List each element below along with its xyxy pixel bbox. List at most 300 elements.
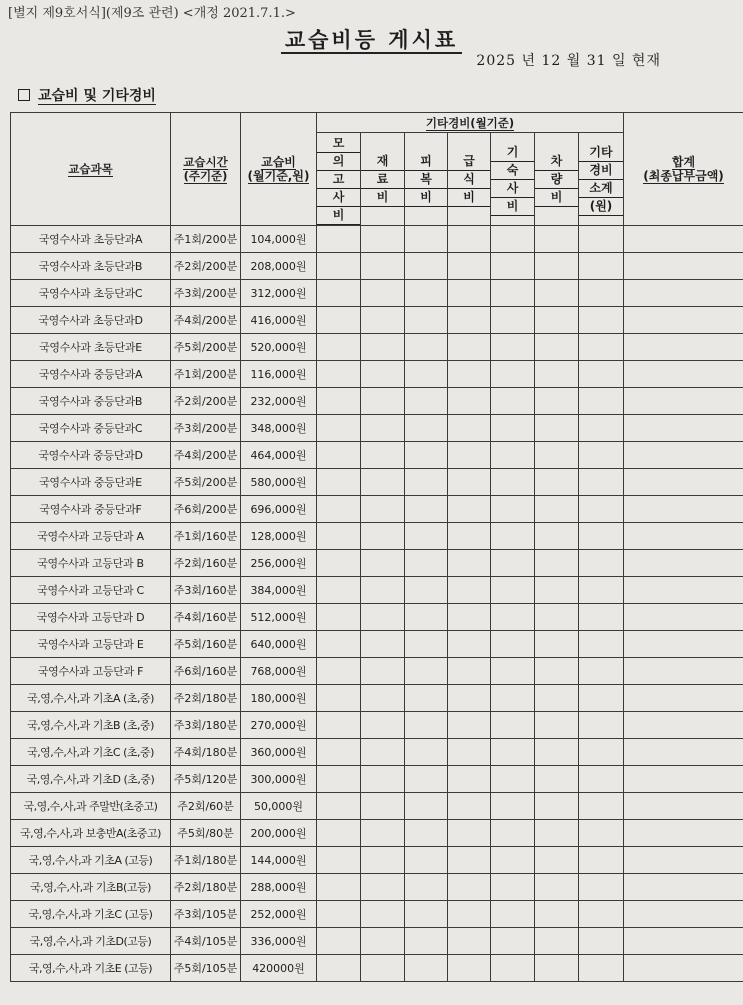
fee-cell: 144,000원 (241, 847, 317, 874)
expense-cell (535, 685, 579, 712)
table-row (11, 307, 743, 334)
fee-cell: 336,000원 (241, 928, 317, 955)
subject-cell: 국영수사과 초등단과E (11, 334, 171, 361)
expense-cell (361, 739, 405, 766)
expense-cell (405, 550, 448, 577)
expense-cell (579, 739, 624, 766)
time-cell: 주4회/180분 (171, 739, 241, 766)
table-row (11, 550, 743, 577)
expense-cell (448, 415, 491, 442)
fee-cell: 580,000원 (241, 469, 317, 496)
total-cell (624, 253, 743, 280)
expense-cell (579, 361, 624, 388)
total-cell (624, 307, 743, 334)
expense-cell (405, 442, 448, 469)
fee-cell: 252,000원 (241, 901, 317, 928)
time-cell: 주4회/105분 (171, 928, 241, 955)
expense-cell (579, 712, 624, 739)
time-cell: 주3회/160분 (171, 577, 241, 604)
fee-cell: 104,000원 (241, 226, 317, 253)
subject-cell: 국영수사과 고등단과 D (11, 604, 171, 631)
expense-cell (405, 955, 448, 982)
fee-cell: 200,000원 (241, 820, 317, 847)
expense-cell (317, 658, 361, 685)
subject-cell: 국영수사과 중등단과B (11, 388, 171, 415)
expense-cell (535, 577, 579, 604)
expense-cell (579, 766, 624, 793)
expense-cell (405, 901, 448, 928)
expense-cell (448, 469, 491, 496)
time-cell: 주6회/160분 (171, 658, 241, 685)
header-dormitory: 기 숙 사 비 (491, 133, 535, 226)
fee-cell: 270,000원 (241, 712, 317, 739)
expense-cell (361, 496, 405, 523)
expense-cell (579, 469, 624, 496)
expense-cell (361, 901, 405, 928)
expense-cell (317, 280, 361, 307)
expense-cell (535, 361, 579, 388)
time-cell: 주1회/180분 (171, 847, 241, 874)
expense-cell (579, 577, 624, 604)
expense-cell (317, 793, 361, 820)
expense-cell (405, 928, 448, 955)
expense-cell (361, 604, 405, 631)
total-cell (624, 496, 743, 523)
expense-cell (535, 469, 579, 496)
expense-cell (361, 685, 405, 712)
table-row (11, 523, 743, 550)
expense-cell (491, 307, 535, 334)
total-cell (624, 415, 743, 442)
expense-cell (491, 442, 535, 469)
time-cell: 주5회/200분 (171, 469, 241, 496)
fee-cell: 696,000원 (241, 496, 317, 523)
expense-cell (317, 388, 361, 415)
time-cell: 주3회/200분 (171, 415, 241, 442)
expense-cell (448, 820, 491, 847)
expense-cell (317, 496, 361, 523)
expense-cell (579, 334, 624, 361)
expense-cell (317, 604, 361, 631)
subject-cell: 국,영,수,사,과 주말반(초중고) (11, 793, 171, 820)
expense-cell (361, 226, 405, 253)
header-fee: 교습비 (월기준,원) (241, 113, 317, 226)
expense-cell (405, 334, 448, 361)
expense-cell (448, 847, 491, 874)
time-cell: 주1회/160분 (171, 523, 241, 550)
expense-cell (361, 658, 405, 685)
header-mock-exam: 모 의 고 사 비 (317, 133, 361, 226)
subject-cell: 국,영,수,사,과 기초D (초,중) (11, 766, 171, 793)
table-row (11, 226, 743, 253)
total-cell (624, 469, 743, 496)
total-cell (624, 550, 743, 577)
table-row (11, 334, 743, 361)
header-materials: 재 료 비 (361, 133, 405, 226)
fee-cell: 384,000원 (241, 577, 317, 604)
time-cell: 주4회/200분 (171, 442, 241, 469)
fee-cell: 312,000원 (241, 280, 317, 307)
table-row (11, 631, 743, 658)
expense-cell (317, 469, 361, 496)
expense-cell (448, 442, 491, 469)
table-row (11, 496, 743, 523)
expense-cell (361, 469, 405, 496)
subject-cell: 국영수사과 중등단과D (11, 442, 171, 469)
subject-cell: 국영수사과 초등단과B (11, 253, 171, 280)
fee-cell: 640,000원 (241, 631, 317, 658)
expense-cell (405, 469, 448, 496)
expense-cell (491, 280, 535, 307)
expense-cell (448, 928, 491, 955)
table-row (11, 577, 743, 604)
form-header: [별지 제9호서식](제9조 관련) <개정 2021.7.1.> (8, 6, 296, 21)
expense-cell (317, 415, 361, 442)
expense-cell (535, 739, 579, 766)
total-cell (624, 226, 743, 253)
expense-cell (491, 388, 535, 415)
expense-cell (491, 793, 535, 820)
expense-cell (491, 253, 535, 280)
expense-cell (405, 712, 448, 739)
expense-cell (491, 550, 535, 577)
expense-cell (405, 631, 448, 658)
table-row (11, 739, 743, 766)
expense-cell (361, 280, 405, 307)
time-cell: 주2회/160분 (171, 550, 241, 577)
expense-cell (405, 415, 448, 442)
expense-cell (317, 361, 361, 388)
expense-cell (361, 550, 405, 577)
total-cell (624, 955, 743, 982)
expense-cell (491, 496, 535, 523)
time-cell: 주3회/105분 (171, 901, 241, 928)
fee-cell: 180,000원 (241, 685, 317, 712)
date-line: 2025 년 12 월 31 일 현재 (476, 53, 661, 69)
expense-cell (491, 226, 535, 253)
table-row (11, 928, 743, 955)
time-cell: 주5회/160분 (171, 631, 241, 658)
fee-cell: 512,000원 (241, 604, 317, 631)
table-row (11, 469, 743, 496)
expense-cell (405, 577, 448, 604)
expense-cell (361, 847, 405, 874)
expense-cell (361, 631, 405, 658)
expense-cell (405, 658, 448, 685)
expense-cell (405, 226, 448, 253)
total-cell (624, 658, 743, 685)
table-row (11, 685, 743, 712)
table-row (11, 280, 743, 307)
expense-cell (361, 928, 405, 955)
subject-cell: 국,영,수,사,과 기초B (초,중) (11, 712, 171, 739)
table-row (11, 793, 743, 820)
subject-cell: 국,영,수,사,과 기초C (초,중) (11, 739, 171, 766)
expense-cell (317, 739, 361, 766)
expense-cell (579, 415, 624, 442)
expense-cell (535, 307, 579, 334)
total-cell (624, 928, 743, 955)
fee-cell: 300,000원 (241, 766, 317, 793)
total-cell (624, 712, 743, 739)
expense-cell (448, 766, 491, 793)
expense-cell (317, 874, 361, 901)
expense-cell (579, 442, 624, 469)
fee-cell: 416,000원 (241, 307, 317, 334)
fee-cell: 288,000원 (241, 874, 317, 901)
expense-cell (579, 955, 624, 982)
subject-cell: 국영수사과 초등단과A (11, 226, 171, 253)
subject-cell: 국영수사과 고등단과 F (11, 658, 171, 685)
expense-cell (579, 307, 624, 334)
expense-cell (579, 604, 624, 631)
expense-cell (491, 874, 535, 901)
expense-cell (448, 496, 491, 523)
time-cell: 주2회/200분 (171, 253, 241, 280)
header-total: 합계 (최종납부금액) (624, 113, 743, 226)
expense-cell (405, 496, 448, 523)
subject-cell: 국영수사과 초등단과C (11, 280, 171, 307)
fee-cell: 520,000원 (241, 334, 317, 361)
expense-cell (579, 847, 624, 874)
time-cell: 주3회/180분 (171, 712, 241, 739)
subject-cell: 국영수사과 고등단과 A (11, 523, 171, 550)
expense-cell (535, 874, 579, 901)
expense-cell (405, 847, 448, 874)
expense-cell (448, 901, 491, 928)
expense-cell (361, 955, 405, 982)
expense-cell (361, 712, 405, 739)
total-cell (624, 874, 743, 901)
expense-cell (317, 523, 361, 550)
expense-cell (448, 712, 491, 739)
expense-cell (448, 388, 491, 415)
title-text: 교습비등 게시표 (281, 28, 462, 54)
time-cell: 주6회/200분 (171, 496, 241, 523)
total-cell (624, 442, 743, 469)
expense-cell (361, 820, 405, 847)
expense-cell (361, 415, 405, 442)
time-cell: 주5회/120분 (171, 766, 241, 793)
table-row (11, 415, 743, 442)
fee-cell: 768,000원 (241, 658, 317, 685)
subject-cell: 국영수사과 초등단과D (11, 307, 171, 334)
table-row (11, 604, 743, 631)
expense-cell (579, 253, 624, 280)
expense-cell (361, 793, 405, 820)
expense-cell (317, 847, 361, 874)
expense-cell (535, 253, 579, 280)
expense-cell (579, 523, 624, 550)
expense-cell (448, 253, 491, 280)
expense-cell (535, 955, 579, 982)
expense-cell (448, 361, 491, 388)
expense-cell (405, 523, 448, 550)
expense-cell (405, 685, 448, 712)
expense-cell (317, 550, 361, 577)
table-row (11, 442, 743, 469)
time-cell: 주5회/105분 (171, 955, 241, 982)
expense-cell (405, 361, 448, 388)
fee-cell: 464,000원 (241, 442, 317, 469)
expense-cell (535, 712, 579, 739)
time-cell: 주4회/200분 (171, 307, 241, 334)
expense-cell (535, 388, 579, 415)
fee-cell: 128,000원 (241, 523, 317, 550)
expense-cell (491, 739, 535, 766)
time-cell: 주3회/200분 (171, 280, 241, 307)
expense-cell (405, 874, 448, 901)
total-cell (624, 793, 743, 820)
expense-cell (361, 874, 405, 901)
total-cell (624, 685, 743, 712)
expense-cell (405, 280, 448, 307)
expense-cell (579, 793, 624, 820)
section-heading (18, 85, 156, 105)
expense-cell (491, 469, 535, 496)
expense-cell (491, 604, 535, 631)
subject-cell: 국영수사과 중등단과A (11, 361, 171, 388)
expense-cell (448, 793, 491, 820)
expense-cell (317, 442, 361, 469)
expense-cell (535, 334, 579, 361)
total-cell (624, 280, 743, 307)
header-meals: 급 식 비 (448, 133, 491, 226)
time-cell: 주2회/200분 (171, 388, 241, 415)
time-cell: 주1회/200분 (171, 226, 241, 253)
expense-cell (579, 685, 624, 712)
time-cell: 주2회/180분 (171, 874, 241, 901)
expense-cell (448, 307, 491, 334)
subject-cell: 국,영,수,사,과 기초B(고등) (11, 874, 171, 901)
fee-cell: 360,000원 (241, 739, 317, 766)
fee-table (10, 112, 743, 982)
expense-cell (448, 226, 491, 253)
subject-cell: 국,영,수,사,과 기초D(고등) (11, 928, 171, 955)
expense-cell (448, 334, 491, 361)
expense-cell (579, 496, 624, 523)
table-row (11, 766, 743, 793)
subject-cell: 국영수사과 중등단과E (11, 469, 171, 496)
total-cell (624, 766, 743, 793)
table-row (11, 874, 743, 901)
header-vehicle: 차 량 비 (535, 133, 579, 226)
expense-cell (491, 928, 535, 955)
time-cell: 주2회/60분 (171, 793, 241, 820)
fee-cell: 116,000원 (241, 361, 317, 388)
expense-cell (361, 334, 405, 361)
total-cell (624, 847, 743, 874)
expense-cell (579, 874, 624, 901)
expense-cell (317, 577, 361, 604)
expense-cell (448, 631, 491, 658)
header-uniform: 피 복 비 (405, 133, 448, 226)
expense-cell (405, 820, 448, 847)
table-row (11, 847, 743, 874)
expense-cell (491, 766, 535, 793)
expense-cell (491, 847, 535, 874)
subject-cell: 국,영,수,사,과 기초E (고등) (11, 955, 171, 982)
total-cell (624, 361, 743, 388)
header-subject: 교습과목 (11, 113, 171, 226)
expense-cell (317, 631, 361, 658)
expense-cell (579, 901, 624, 928)
fee-cell: 420000원 (241, 955, 317, 982)
expense-cell (491, 901, 535, 928)
subject-cell: 국,영,수,사,과 기초C (고등) (11, 901, 171, 928)
table-row (11, 253, 743, 280)
expense-cell (491, 658, 535, 685)
expense-cell (579, 658, 624, 685)
time-cell: 주4회/160분 (171, 604, 241, 631)
expense-cell (535, 604, 579, 631)
expense-cell (535, 550, 579, 577)
header-other-expenses: 기타경비(월기준) (317, 113, 624, 133)
expense-cell (361, 523, 405, 550)
expense-cell (491, 955, 535, 982)
fee-cell: 256,000원 (241, 550, 317, 577)
total-cell (624, 388, 743, 415)
table-row (11, 901, 743, 928)
expense-cell (317, 955, 361, 982)
time-cell: 주1회/200분 (171, 361, 241, 388)
time-cell: 주5회/200분 (171, 334, 241, 361)
expense-cell (535, 280, 579, 307)
subject-cell: 국,영,수,사,과 보충반A(초중고) (11, 820, 171, 847)
fee-cell: 50,000원 (241, 793, 317, 820)
expense-cell (579, 631, 624, 658)
total-cell (624, 739, 743, 766)
expense-cell (405, 307, 448, 334)
total-cell (624, 631, 743, 658)
expense-cell (405, 766, 448, 793)
expense-cell (361, 442, 405, 469)
total-cell (624, 577, 743, 604)
header-time: 교습시간 (주기준) (171, 113, 241, 226)
expense-cell (491, 820, 535, 847)
expense-cell (448, 739, 491, 766)
expense-cell (405, 793, 448, 820)
total-cell (624, 334, 743, 361)
expense-cell (448, 955, 491, 982)
expense-cell (579, 928, 624, 955)
expense-cell (535, 523, 579, 550)
expense-cell (448, 658, 491, 685)
expense-cell (535, 631, 579, 658)
expense-cell (317, 253, 361, 280)
section-label: 교습비 및 기타경비 (38, 88, 156, 104)
expense-cell (579, 280, 624, 307)
expense-cell (535, 793, 579, 820)
expense-cell (361, 388, 405, 415)
total-cell (624, 523, 743, 550)
checkbox-square-icon (18, 89, 30, 101)
expense-cell (448, 523, 491, 550)
expense-cell (317, 820, 361, 847)
fee-cell: 232,000원 (241, 388, 317, 415)
subject-cell: 국영수사과 고등단과 C (11, 577, 171, 604)
table-row (11, 712, 743, 739)
expense-cell (317, 766, 361, 793)
expense-cell (361, 577, 405, 604)
expense-cell (535, 496, 579, 523)
expense-cell (535, 766, 579, 793)
expense-cell (491, 361, 535, 388)
expense-cell (448, 685, 491, 712)
fee-cell: 208,000원 (241, 253, 317, 280)
time-cell: 주2회/180분 (171, 685, 241, 712)
expense-cell (448, 874, 491, 901)
